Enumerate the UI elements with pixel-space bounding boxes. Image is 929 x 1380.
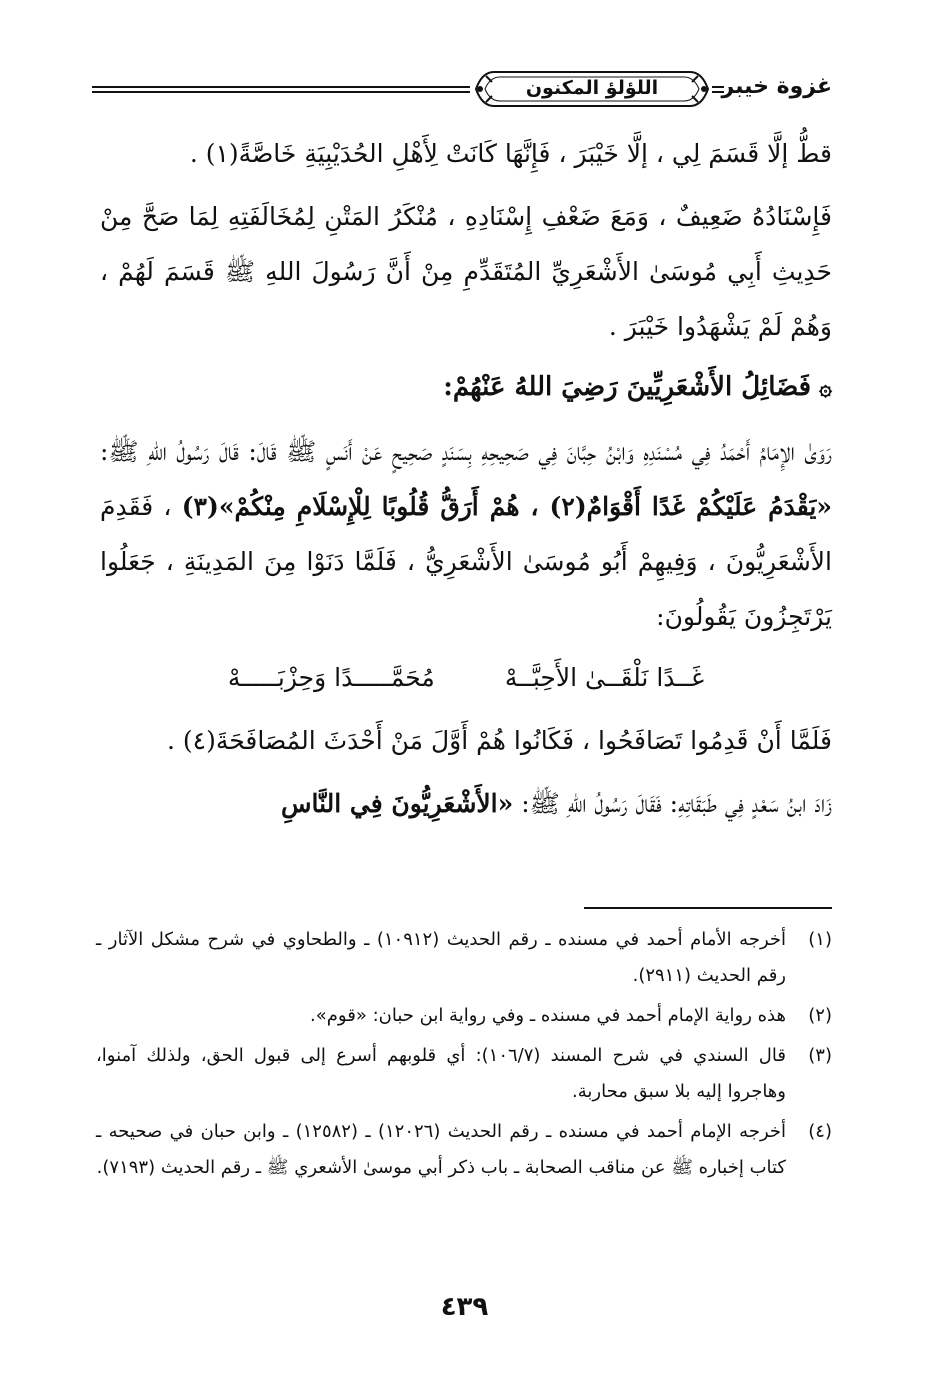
header-rule-right: [712, 86, 724, 93]
chapter-title: غزوة خيبر: [721, 74, 832, 99]
footnote-text: قال السندي في شرح المسند (١٠٦/٧): أي قلوبهم أسرع إلى قبول الحق، ولذلك آمنوا، وهاجروا إليه بلا سبق محاربة.: [96, 1045, 786, 1102]
poem-verse: [100, 650, 832, 705]
book-title-cartouche: [472, 68, 712, 110]
footnote-text: أخرجه الإمام أحمد في مسنده ـ رقم الحديث (١٢٠٢٦) ـ (١٢٥٨٢) ـ وابن حبان في صحيحه ـ كتاب إخباره ﷺ عن مناقب الصحابة ـ باب ذكر أبي موسىٰ الأشعري ﷺ ـ رقم الحديث (٧١٩٣).: [96, 1121, 787, 1178]
footnote-number: (٢): [808, 1005, 832, 1026]
footnote-text: هذه رواية الإمام أحمد في مسنده ـ وفي رواية ابن حبان: «قوم».: [310, 1005, 786, 1026]
page-number: ٤٣٩: [440, 1292, 489, 1322]
footnote-number: (١): [808, 929, 832, 950]
section-heading: [100, 360, 832, 416]
footnote-item: [96, 1114, 832, 1186]
paragraph-2: فَإِسْنَادُهُ ضَعِيفٌ ، وَمَعَ ضَعْفِ إِسْنَادِهِ ، مُنْكَرُ المَتْنِ لِمُخَالَفَتِهِ لِمَا صَحَّ مِنْ حَدِيثِ أَبِي مُوسَىٰ الأَشْعَرِيِّ المُتَقَدِّمِ مِنْ أَنَّ رَسُولَ اللهِ ﷺ قَسَمَ لَهُمْ ، وَهُمْ لَمْ يَشْهَدُوا خَيْبَرَ .: [100, 202, 832, 341]
poem-hemistich-left: مُحَمَّـــــدًا وَحِزْبَـــــهْ: [227, 663, 435, 692]
paragraph-5-intro: زَادَ ابنُ سَعْدٍ فِي طَبَقَاتِهِ: فَقَالَ رَسُولُ اللهِ ﷺ:: [513, 789, 832, 818]
running-header: [92, 60, 832, 118]
footnote-separator: [584, 907, 832, 909]
footnote-item: [96, 922, 832, 994]
book-title: اللؤلؤ المكنون: [525, 77, 659, 99]
main-text: [100, 126, 832, 831]
paragraph-3-rest: ، فَقَدِمَ الأَشْعَرِيُّونَ ، وَفِيهِمْ أَبُو مُوسَىٰ الأَشْعَرِيُّ ، فَلَمَّا دَنَوْا مِنَ المَدِينَةِ ، جَعَلُوا يَرْتَجِزُونَ يَقُولُونَ:: [100, 492, 832, 631]
paragraph-1: قطُّ إلَّا قَسَمَ لِي ، إلَّا خَيْبَرَ ، فَإِنَّهَا كَانَتْ لِأَهْلِ الحُدَيْبِيَةِ خَاصَّةً(١) .: [189, 139, 832, 168]
hadith-quote: «يَقْدَمُ عَلَيْكُمْ غَدًا أَقْوَامٌ(٢) ، هُمْ أَرَقُّ قُلُوبًا لِلْإِسْلَامِ مِنْكُمْ»(٣): [181, 492, 832, 521]
footnote-item: [96, 1038, 832, 1110]
footnote-number: (٤): [808, 1121, 832, 1142]
hadith-quote-2: «الأَشْعَرِيُّونَ فِي النَّاسِ: [280, 789, 514, 818]
header-rule-left: [92, 86, 470, 93]
paragraph-5: [100, 776, 832, 831]
poem-hemistich-right: غَــدًا نَلْقَــىٰ الأَحِبَّــهْ: [504, 663, 705, 692]
footnote-item: [96, 998, 832, 1034]
paragraph-4: فَلَمَّا أَنْ قَدِمُوا تَصَافَحُوا ، فَكَانُوا هُمْ أَوَّلَ مَنْ أَحْدَثَ المُصَافَحَةَ(٤) .: [167, 726, 832, 755]
footnote-number: (٣): [808, 1045, 832, 1066]
footnotes: [96, 922, 832, 1190]
paragraph-3: [100, 424, 832, 644]
heading-ornament-icon: ۞: [819, 375, 832, 401]
paragraph-3-intro: رَوَىٰ الإِمَامُ أَحْمَدُ فِي مُسْنَدِهِ وَابْنُ حِبَّانَ فِي صَحِيحِهِ بِسَنَدٍ صَحِيحٍ عَنْ أَنَسٍ ﷺ قَالَ: قَالَ رَسُولُ اللهِ ﷺ:: [100, 437, 832, 466]
footnote-text: أخرجه الأمام أحمد في مسنده ـ رقم الحديث (١٠٩١٢) ـ والطحاوي في شرح مشكل الآثار ـ رقم الحديث (٢٩١١).: [96, 929, 787, 986]
heading-text: فَضَائِلُ الأَشْعَرِيِّينَ رَضِيَ اللهُ عَنْهُمْ:: [443, 372, 812, 402]
